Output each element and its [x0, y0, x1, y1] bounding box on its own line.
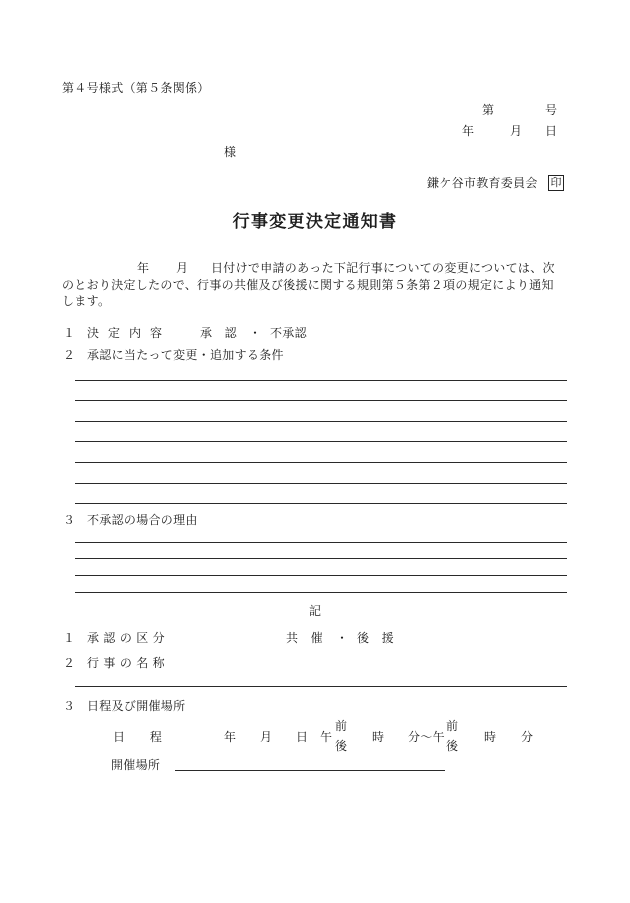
issue-date-day: 日	[545, 124, 558, 138]
ki-heading: 記	[309, 604, 322, 618]
end-pm-option: 後	[446, 739, 459, 753]
decision-label: 決 定 内 容	[87, 326, 165, 340]
condition-blank-line	[75, 462, 567, 463]
intro-line-3: します。	[62, 294, 111, 308]
reason-blank-line	[75, 592, 567, 593]
schedule-label: 日 程	[113, 730, 163, 744]
condition-blank-line	[75, 421, 567, 422]
item-number: ２	[63, 348, 76, 362]
venue-label: 開催場所	[111, 758, 161, 772]
item-number: １	[63, 326, 76, 340]
detail-number: １	[63, 631, 76, 645]
reason-blank-line	[75, 558, 567, 559]
schedule-venue-label: 日程及び開催場所	[87, 699, 186, 713]
form-number: 第４号様式（第５条関係）	[62, 81, 210, 95]
option-separator: ・	[249, 326, 262, 340]
end-am-option: 前	[446, 719, 459, 733]
condition-blank-line	[75, 483, 567, 484]
issue-date-year: 年	[462, 124, 475, 138]
addressee-honorific: 様	[224, 145, 237, 159]
intro-line-1: 日付けで申請のあった下記行事についての変更については、次	[211, 261, 555, 275]
condition-blank-line	[75, 503, 567, 504]
reason-blank-line	[75, 575, 567, 576]
start-time-prefix: 午	[320, 730, 333, 744]
schedule-year: 年	[224, 730, 237, 744]
intro-date-year: 年	[137, 261, 150, 275]
end-hour: 時	[484, 730, 497, 744]
doc-number-prefix: 第	[482, 103, 495, 117]
option-approve: 承 認	[200, 326, 237, 340]
intro-line-2: のとおり決定したので、行事の共催及び後援に関する規則第５条第２項の規定により通知	[62, 278, 554, 292]
reason-label: 不承認の場合の理由	[87, 513, 198, 527]
venue-blank-line	[175, 770, 445, 771]
event-name-label: 行 事 の 名 称	[87, 656, 165, 670]
approval-category-label: 承 認 の 区 分	[87, 631, 165, 645]
start-am-option: 前	[335, 719, 348, 733]
detail-number: ２	[63, 656, 76, 670]
issue-date-month: 月	[510, 124, 523, 138]
schedule-day: 日	[296, 730, 309, 744]
reason-blank-line	[75, 542, 567, 543]
option-separator: ・	[336, 631, 349, 645]
document-title: 行事変更決定通知書	[232, 212, 398, 232]
start-pm-option: 後	[335, 739, 348, 753]
intro-date-month: 月	[176, 261, 189, 275]
conditions-label: 承認に当たって変更・追加する条件	[87, 348, 284, 362]
detail-number: ３	[63, 699, 76, 713]
issuer-name: 鎌ケ谷市教育委員会	[427, 176, 538, 190]
condition-blank-line	[75, 380, 567, 381]
condition-blank-line	[75, 441, 567, 442]
event-name-blank-line	[75, 686, 567, 687]
item-number: ３	[63, 513, 76, 527]
end-minute: 分	[521, 730, 534, 744]
doc-number-suffix: 号	[545, 103, 558, 117]
option-cosponsor: 共 催	[286, 631, 323, 645]
condition-blank-line	[75, 400, 567, 401]
option-disapprove: 不承認	[270, 326, 307, 340]
option-support: 後 援	[357, 631, 394, 645]
schedule-month: 月	[260, 730, 273, 744]
start-hour: 時	[372, 730, 385, 744]
seal-mark: 印	[548, 175, 564, 191]
start-minute-to: 分～午	[408, 730, 445, 744]
